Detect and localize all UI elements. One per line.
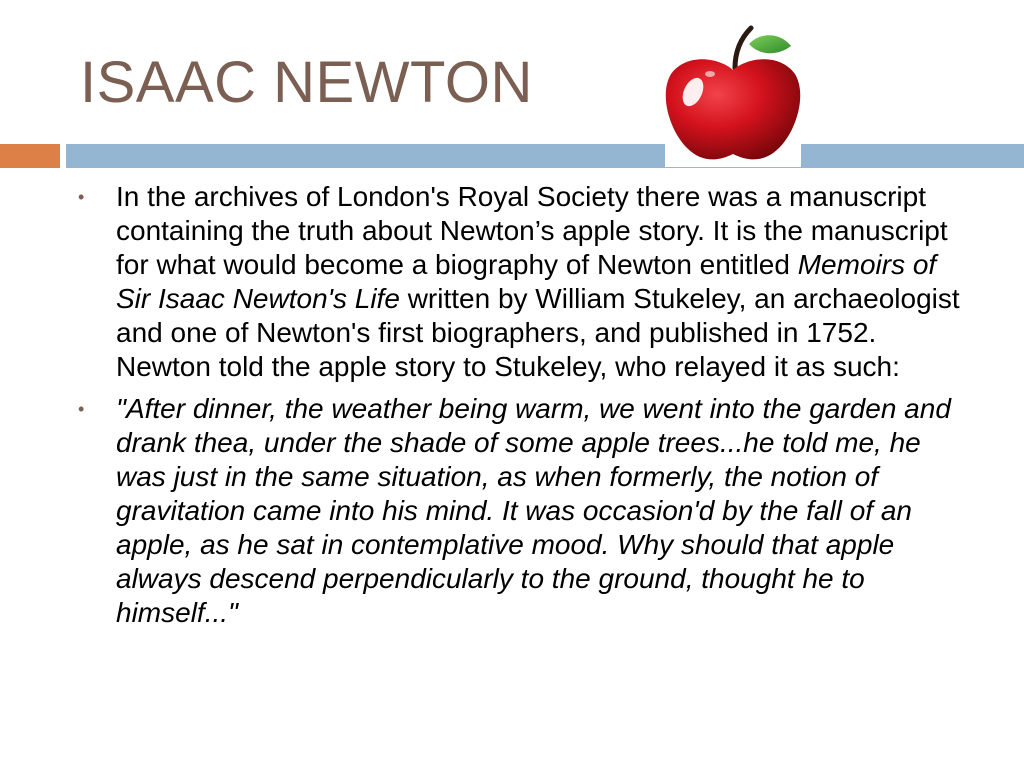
- accent-bar-blue: [66, 144, 1024, 168]
- bullet-marker: •: [78, 399, 85, 419]
- bullet-list: [78, 180, 978, 638]
- list-item: [78, 392, 978, 630]
- apple-image: [665, 22, 801, 167]
- quote-text: "After dinner, the weather being warm, we went into the garden and drank thea, under the shade of some apple trees...he told me, he was just in the same situation, as when formerly, the notion of gravitation came into his mind. It was occasion'd by the fall of an apple, as he sat in contemplative mood. Why should that apple always descend perpendicularly to the ground, thought he to himself...": [116, 393, 951, 628]
- bullet-text-part: written by William Stukeley, an archaeologist and one of Newton's first biographers, and published in 1752. Newton told the apple story to Stukeley, who relayed it as such:: [116, 283, 960, 382]
- list-item: [78, 180, 978, 384]
- bullet-text-part: In the archives of London's Royal Society there was a manuscript containing the truth about Newton’s apple story. It is the manuscript for what would become a biography of Newton entitled: [116, 181, 948, 280]
- slide-title: ISAAC NEWTON: [80, 50, 533, 115]
- accent-bar-orange: [0, 144, 60, 168]
- bullet-text: [116, 180, 978, 384]
- bullet-marker: •: [78, 187, 85, 207]
- apple-icon: [665, 22, 801, 167]
- book-title: Memoirs of Sir Isaac Newton's Life: [116, 249, 937, 314]
